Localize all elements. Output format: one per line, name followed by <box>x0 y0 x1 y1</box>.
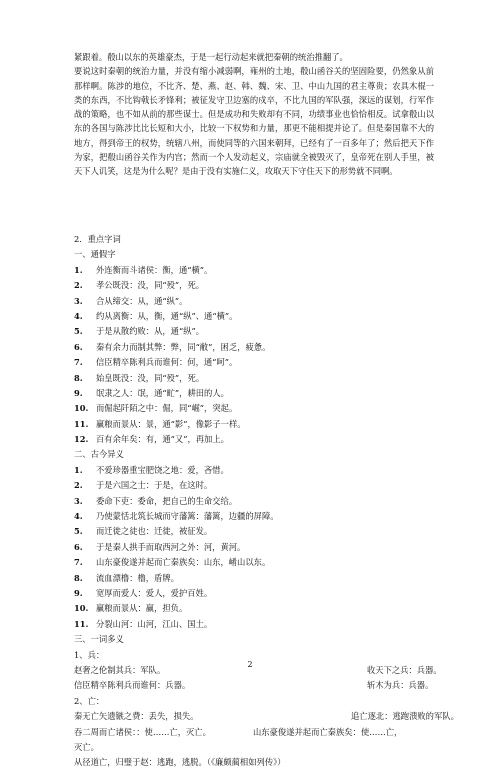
list-item: 6. 于是秦人拱手而取西河之外：河，黄河。 <box>74 541 246 552</box>
list-item: 10. 而倔起阡陌之中：倔，同“崛”，突起。 <box>74 403 238 414</box>
list-item: 8. 流血漂橹：橹，盾牌。 <box>74 572 179 583</box>
section-title: 2．重点字词 <box>74 234 121 244</box>
paragraph-line: 紧跟着。殽山以东的英雄豪杰，于是一起行动起来就把秦朝的统治推翻了。 <box>74 52 348 62</box>
list-item: 2. 于是六国之士：于是，在这时。 <box>74 480 213 491</box>
list-item: 10. 赢粮而景从：赢，担负。 <box>74 603 188 614</box>
list-item: 5. 于是从散约败：从，通“纵”。 <box>74 326 205 337</box>
list-item: 1. 不爱珍器重宝肥饶之地：爱，吝惜。 <box>74 464 229 475</box>
bing-title: 1、兵： <box>74 649 105 660</box>
list-item: 9. 氓隶之人：氓，通“甿”，耕田的人。 <box>74 387 229 398</box>
bing-item: 赵奢之伦制其兵：军队。 <box>74 664 166 675</box>
list-item: 11. 分裂山河：山河，江山、国土。 <box>74 618 213 629</box>
wang-item: 秦无亡矢遗镞之费：丢失，损失。 <box>74 711 199 722</box>
list-item: 3. 合从缔交：从，通“纵”。 <box>74 295 188 306</box>
bing-item: 斩木为兵：兵器。 <box>367 680 434 691</box>
wang-continuation: 灭亡。 <box>74 741 99 752</box>
list-item: 4. 乃使蒙恬北筑长城而守藩篱：藩篱，边疆的屏障。 <box>74 511 279 522</box>
list-item: 9. 宽厚而爱人：爱人，爱护百姓。 <box>74 587 213 598</box>
gujin-title: 二、古今异义 <box>74 449 124 460</box>
duoyi-title: 三、一词多义 <box>74 634 124 645</box>
list-item: 7. 信臣精卒陈利兵而谁何：何，通“呵”。 <box>74 357 238 368</box>
list-item: 4. 约从离衡：从，衡，通“纵”、通“横”。 <box>74 310 238 321</box>
translation-paragraph <box>74 50 434 179</box>
gujin-list <box>74 463 286 632</box>
list-item: 3. 委命下吏：委命，把自己的生命交给。 <box>74 495 238 506</box>
tongjia-title: 一、通假字 <box>74 249 116 260</box>
paragraph-text: 要说这时秦朝的统治力量，并没有缩小减弱啊，雍州的土地，殽山函谷关的坚固险要，仍然象从前那样啊。陈涉的地位，不比齐、楚、燕、赵、韩、魏、宋、卫、中山九国的君主尊贵；农具木棍一类的东西，不比钩戟长矛锋利；被征发守卫边塞的戍卒，不比九国的军队强，深远的谋划，行军作战的策略，也不如从前的那些谋士。但是成功和失败却有不同，功绩事业也恰恰相反。试拿殽山以东的各国与陈涉比比长短和大小，比较一下权势和力量，那更不能相提并论了。但是秦国靠不大的地方，得到帝王的权势，统辖八州，而使同等的六国来朝拜，已经有了一百多年了；然后把天下作为家，把殽山函谷关作为内宫；然而一个人发动起义，宗庙就全被毁灭了，皇帝死在别人手里，被天下人讥笑，这是为什么呢？是由于没有实施仁义，攻取天下守住天下的形势就不同啊。 <box>74 66 434 177</box>
tongjia-list <box>74 263 286 448</box>
list-item: 5. 而迁徙之徒也：迁徙，被征发。 <box>74 526 213 537</box>
wang-title: 2、亡： <box>74 695 105 706</box>
page-number: 2 <box>247 660 253 669</box>
bing-row <box>74 678 434 693</box>
bing-item: 收天下之兵：兵器。 <box>367 664 442 675</box>
list-item: 2. 孝公既没：没，同“殁”，死。 <box>74 280 205 291</box>
list-item: 8. 始皇既没：没，同“殁”，死。 <box>74 372 205 383</box>
list-item: 1. 外连衡而斗诸侯：衡，通“横”。 <box>74 264 213 275</box>
wang-item: 吞二周而亡诸侯：：使……亡，灭亡。 <box>74 726 211 737</box>
wang-row <box>74 725 403 740</box>
list-item: 12. 百有余年矣：有，通“又”，再加上。 <box>74 434 229 445</box>
list-item: 7. 山东豪俊遂并起而亡秦族矣：山东，崤山以东。 <box>74 557 271 568</box>
list-item: 11. 赢粮而景从：景，通“影”，像影子一样。 <box>74 418 246 429</box>
list-item: 6. 秦有余力而制其弊：弊，同“敝”，困乏，疲惫。 <box>74 341 271 352</box>
key-words-section <box>74 232 459 771</box>
wang-item: 山东豪俊遂并起而亡秦族矣：使……亡， <box>253 726 403 737</box>
wang-last: 从径道亡，归璧于赵：逃跑，逃脱。（《廉颇蔺相如列传》） <box>74 757 286 768</box>
wang-row <box>74 709 459 724</box>
wang-item: 追亡逐北：逃跑溃败的军队。 <box>351 711 459 722</box>
bing-item: 信臣精卒陈利兵而谁何：兵器。 <box>74 680 191 691</box>
